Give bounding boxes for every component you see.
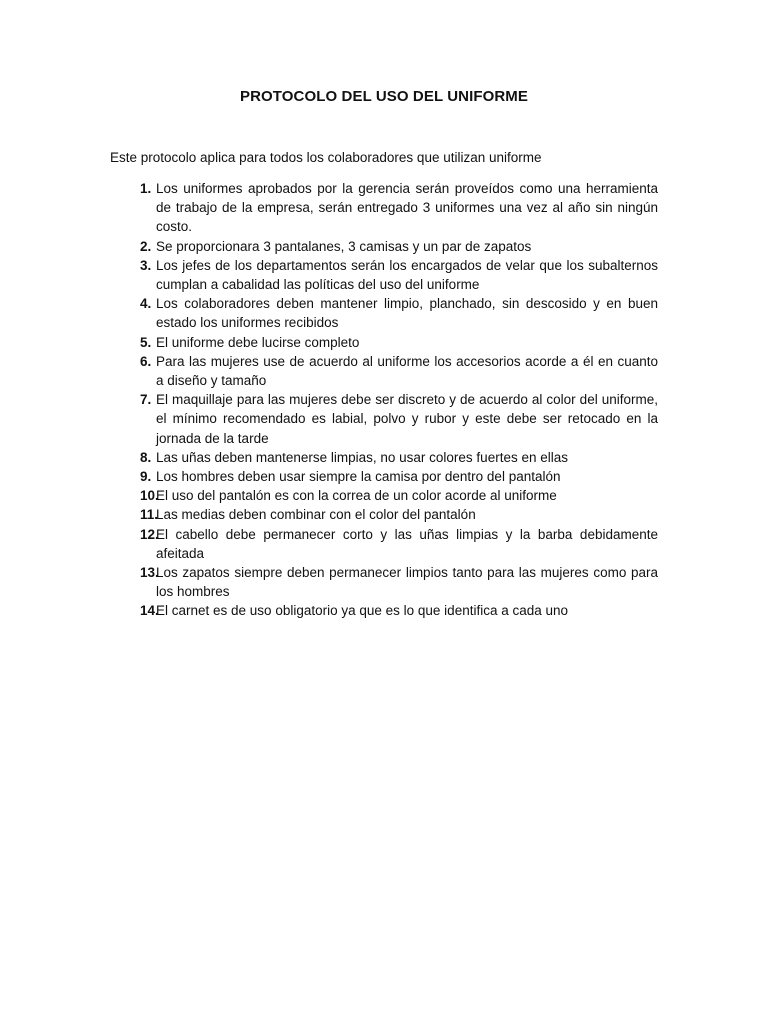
list-item-text: El cabello debe permanecer corto y las uñas limpias y la barba debidamente afeitada bbox=[156, 526, 658, 561]
list-item bbox=[110, 179, 658, 237]
list-item-number-label: 9. bbox=[140, 469, 152, 485]
list-item-text: El uniforme debe lucirse completo bbox=[156, 334, 360, 350]
list-item bbox=[110, 352, 658, 390]
list-item-text: El maquillaje para las mujeres debe ser discreto y de acuerdo al color del uniforme, el mínimo recomendado es labial, polvo y rubor y este debe ser retocado en la jornada de la tarde bbox=[156, 392, 658, 446]
list-item-number bbox=[110, 237, 156, 256]
list-item-number bbox=[110, 294, 156, 313]
list-item-text: Las uñas deben mantenerse limpias, no usar colores fuertes en ellas bbox=[156, 449, 568, 465]
list-item bbox=[110, 333, 658, 352]
list-item-number bbox=[110, 333, 156, 352]
list-item bbox=[110, 256, 658, 294]
list-item-number-label: 12. bbox=[140, 526, 159, 542]
list-item bbox=[110, 486, 658, 505]
list-item bbox=[110, 448, 658, 467]
list-item bbox=[110, 601, 658, 620]
list-item-number bbox=[110, 352, 156, 371]
list-item-text: Para las mujeres use de acuerdo al uniforme los accesorios acorde a él en cuanto a diseño y tamaño bbox=[156, 353, 658, 389]
list-item-number-label: 7. bbox=[140, 392, 152, 408]
list-item bbox=[110, 467, 658, 486]
list-item-number bbox=[110, 525, 159, 544]
list-item bbox=[110, 525, 658, 563]
list-item-text: El uso del pantalón es con la correa de un color acorde al uniforme bbox=[156, 488, 557, 504]
list-item-number bbox=[110, 390, 156, 409]
list-item-number bbox=[110, 601, 159, 620]
list-item-number bbox=[110, 467, 156, 486]
list-item-number-label: 11. bbox=[140, 507, 159, 523]
list-item-text: Las medias deben combinar con el color del pantalón bbox=[156, 507, 476, 523]
list-item-text: Los uniformes aprobados por la gerencia serán proveídos como una herramienta de trabajo de la empresa, serán entregado 3 uniformes una vez al año sin ningún costo. bbox=[156, 181, 658, 235]
list-item-number bbox=[110, 179, 156, 198]
list-item-number-label: 6. bbox=[140, 353, 152, 369]
list-item-text: El carnet es de uso obligatorio ya que es lo que identifica a cada uno bbox=[156, 603, 569, 619]
list-item-text: Los jefes de los departamentos serán los encargados de velar que los subalternos cumplan a cabalidad las políticas del uso del uniforme bbox=[156, 257, 658, 293]
list-item-text: Los zapatos siempre deben permanecer limpios tanto para las mujeres como para los hombres bbox=[156, 565, 658, 600]
rules-list bbox=[110, 179, 658, 621]
list-item-number-label: 3. bbox=[140, 257, 152, 273]
list-item-number bbox=[110, 486, 159, 505]
list-item-text: Los hombres deben usar siempre la camisa por dentro del pantalón bbox=[156, 469, 561, 485]
list-item-number-label: 8. bbox=[140, 449, 152, 465]
list-item bbox=[110, 294, 658, 332]
list-item-text: Los colaboradores deben mantener limpio, planchado, sin descosido y en buen estado los uniformes recibidos bbox=[156, 296, 658, 331]
list-item-number-label: 14. bbox=[140, 603, 159, 619]
list-item-number-label: 5. bbox=[140, 334, 152, 350]
document-title: PROTOCOLO DEL USO DEL UNIFORME bbox=[239, 88, 529, 105]
list-item-number-label: 10. bbox=[140, 488, 159, 504]
list-item bbox=[110, 505, 658, 524]
list-item-number bbox=[110, 563, 159, 582]
list-item-number-label: 2. bbox=[140, 238, 152, 254]
list-item-number bbox=[110, 256, 156, 275]
list-item-number-label: 1. bbox=[140, 181, 152, 196]
list-item-text: Se proporcionara 3 pantalanes, 3 camisas y un par de zapatos bbox=[156, 238, 532, 254]
list-item-number bbox=[110, 448, 156, 467]
list-item-number-label: 13. bbox=[140, 565, 159, 581]
intro-paragraph: Este protocolo aplica para todos los colaboradores que utilizan uniforme bbox=[110, 150, 542, 165]
list-item bbox=[110, 390, 658, 448]
list-item bbox=[110, 237, 658, 256]
list-item-number bbox=[110, 505, 159, 524]
list-item-number-label: 4. bbox=[140, 296, 152, 312]
list-item bbox=[110, 563, 658, 601]
